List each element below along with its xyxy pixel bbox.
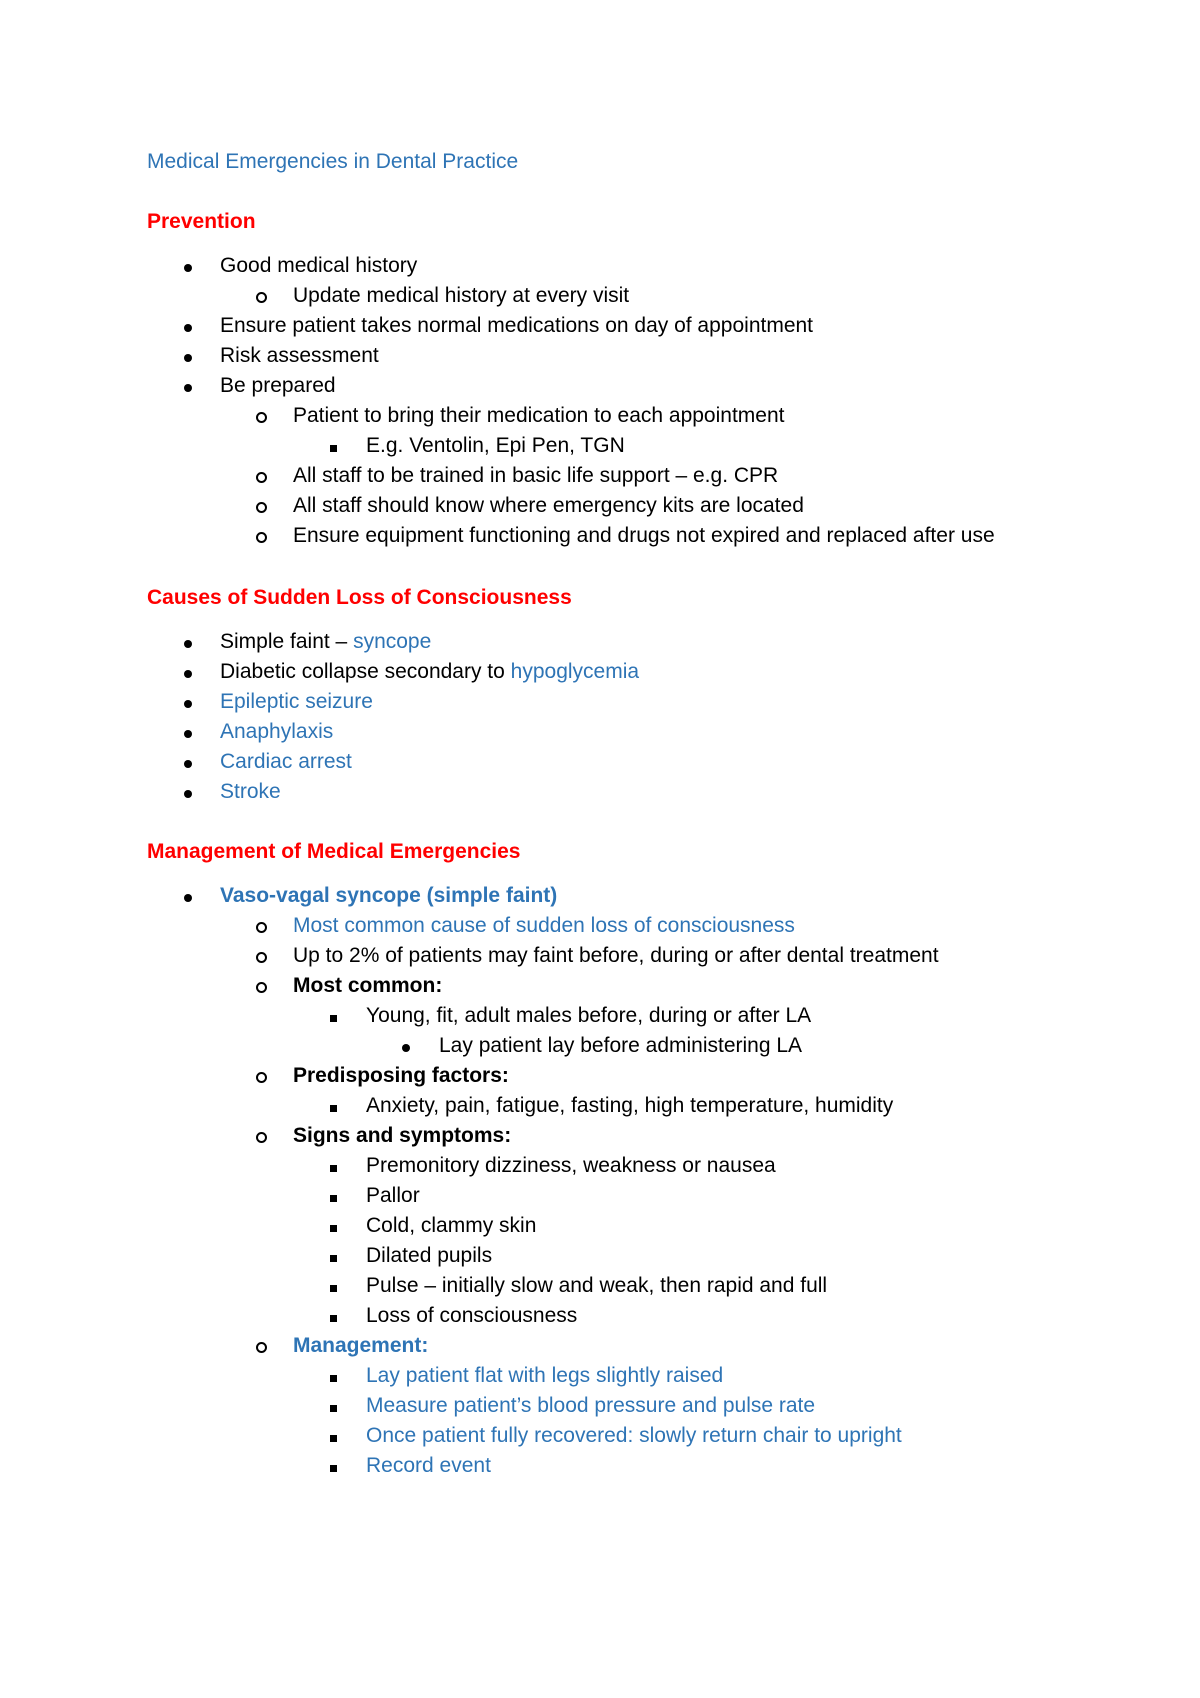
list-item-text: Pallor [366, 1184, 420, 1207]
bullet-square-icon [330, 1212, 337, 1240]
list-item-text: Be prepared [220, 374, 336, 397]
cause-term: hypoglycemia [510, 660, 640, 683]
bullet-square-icon [330, 1152, 337, 1180]
bullet-circle-icon [256, 972, 267, 1001]
list-item-text: Management: [293, 1334, 429, 1357]
bullet-square-icon [330, 1302, 337, 1330]
list-item-text: Dilated pupils [366, 1244, 493, 1267]
bullet-dot-icon [184, 312, 192, 340]
bullet-circle-icon [256, 1122, 267, 1151]
bullet-dot-icon [184, 882, 192, 910]
list-item-text: Most common cause of sudden loss of consciousness [293, 914, 795, 937]
cause-label: Diabetic collapse secondary to [220, 660, 511, 683]
bullet-dot-icon [184, 372, 192, 400]
cause-label: Simple faint – [220, 630, 354, 653]
list-item-text: Young, fit, adult males before, during or after LA [366, 1004, 812, 1027]
bullet-circle-icon [256, 282, 267, 311]
bullet-square-icon [330, 1362, 337, 1390]
bullet-square-icon [330, 1272, 337, 1300]
bullet-circle-icon [256, 402, 267, 431]
list-item-text: Vaso-vagal syncope (simple faint) [220, 884, 558, 907]
list-item-text: Cold, clammy skin [366, 1214, 537, 1237]
list-item-text: Patient to bring their medication to each appointment [293, 404, 785, 427]
bullet-circle-icon [256, 912, 267, 941]
list-item-text: All staff should know where emergency kits are located [293, 494, 804, 517]
list-item-text [220, 628, 431, 656]
list-item-text: Once patient fully recovered: slowly return chair to upright [366, 1424, 902, 1447]
bullet-square-icon [330, 1002, 337, 1030]
section-heading-causes: Causes of Sudden Loss of Consciousness [147, 586, 572, 609]
bullet-circle-icon [256, 942, 267, 971]
list-item-text: Measure patient’s blood pressure and pulse rate [366, 1394, 816, 1417]
bullet-square-icon [330, 1422, 337, 1450]
list-item-text: Ensure patient takes normal medications on day of appointment [220, 314, 814, 337]
list-item-text: Anxiety, pain, fatigue, fasting, high temperature, humidity [366, 1094, 894, 1117]
bullet-dot-icon [184, 342, 192, 370]
bullet-dot-icon [184, 658, 192, 686]
list-item-text: Lay patient lay before administering LA [439, 1034, 803, 1057]
list-item-text: Most common: [293, 974, 443, 997]
list-item-text [220, 658, 639, 686]
section-heading-management: Management of Medical Emergencies [147, 840, 521, 863]
list-item-text: Loss of consciousness [366, 1304, 578, 1327]
bullet-circle-icon [256, 1062, 267, 1091]
list-item-text: Risk assessment [220, 344, 379, 367]
bullet-circle-icon [256, 522, 267, 551]
bullet-square-icon [330, 1092, 337, 1120]
list-item-text: Epileptic seizure [220, 690, 373, 713]
bullet-circle-icon [256, 462, 267, 491]
bullet-square-icon [330, 1242, 337, 1270]
bullet-dot-icon [184, 628, 192, 656]
list-item-text: Anaphylaxis [220, 720, 334, 743]
list-item-text: Pulse – initially slow and weak, then rapid and full [366, 1274, 828, 1297]
bullet-dot-icon [184, 252, 192, 280]
bullet-dot-icon [184, 748, 192, 776]
list-item-text: Up to 2% of patients may faint before, during or after dental treatment [293, 944, 939, 967]
document-title: Medical Emergencies in Dental Practice [147, 150, 519, 173]
cause-term: syncope [353, 630, 432, 653]
list-item-text: Record event [366, 1454, 491, 1477]
list-item-text: Premonitory dizziness, weakness or nausea [366, 1154, 776, 1177]
list-item-text: Stroke [220, 780, 281, 803]
bullet-dot-icon [184, 688, 192, 716]
list-item-text: Cardiac arrest [220, 750, 352, 773]
list-item-text: Ensure equipment functioning and drugs not expired and replaced after use [293, 524, 995, 547]
list-item-text: E.g. Ventolin, Epi Pen, TGN [366, 434, 625, 457]
list-item-text: Lay patient flat with legs slightly raised [366, 1364, 724, 1387]
list-item-text: All staff to be trained in basic life support – e.g. CPR [293, 464, 779, 487]
list-item-text: Good medical history [220, 254, 418, 277]
bullet-square-icon [330, 1182, 337, 1210]
bullet-square-icon [330, 1392, 337, 1420]
list-item-text: Update medical history at every visit [293, 284, 630, 307]
bullet-dot-icon [184, 718, 192, 746]
list-item-text: Predisposing factors: [293, 1064, 509, 1087]
bullet-dot-icon [402, 1032, 410, 1060]
bullet-square-icon [330, 432, 337, 460]
bullet-circle-icon [256, 492, 267, 521]
section-heading-prevention: Prevention [147, 210, 256, 233]
list-item-text: Signs and symptoms: [293, 1124, 512, 1147]
bullet-dot-icon [184, 778, 192, 806]
bullet-circle-icon [256, 1332, 267, 1361]
bullet-square-icon [330, 1452, 337, 1480]
